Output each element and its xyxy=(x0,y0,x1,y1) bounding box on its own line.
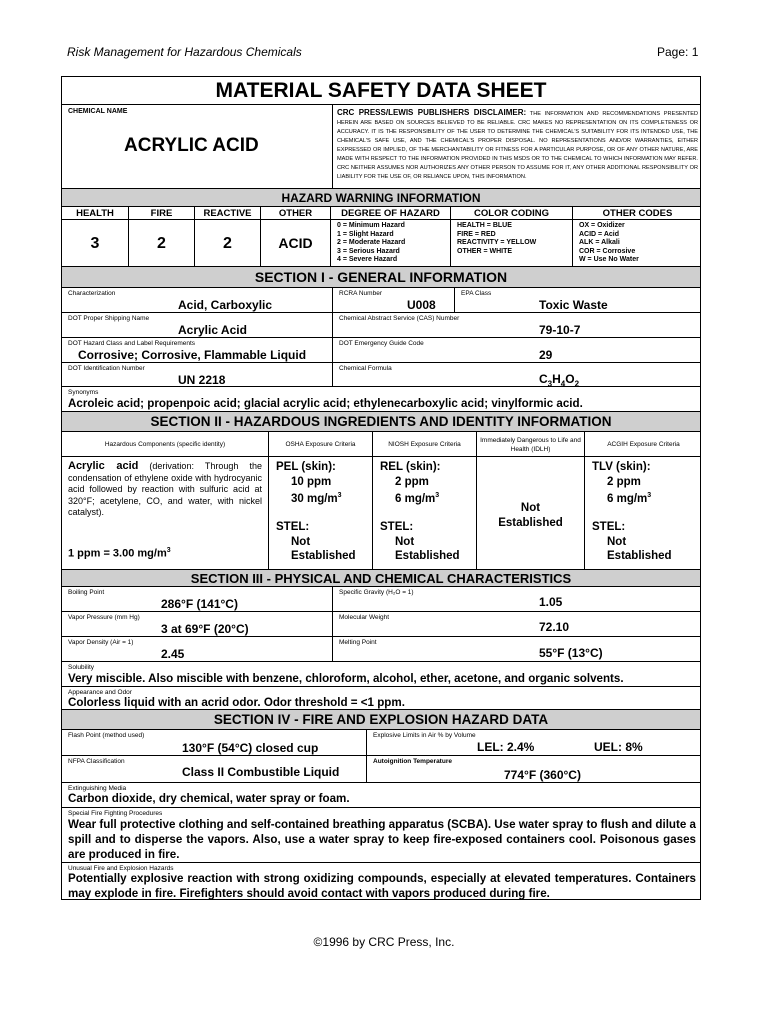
code-item: ALK = Alkali xyxy=(579,239,620,247)
running-header-title: Risk Management for Hazardous Chemicals xyxy=(67,45,302,59)
epa-class-label: EPA Class xyxy=(461,290,492,297)
pel-mg-sup: 3 xyxy=(337,492,342,499)
tlv-stel-established: Established xyxy=(607,550,672,563)
color-coding-header: COLOR CODING xyxy=(450,207,572,219)
epa-class-value: Toxic Waste xyxy=(539,298,608,312)
hazard-values-row xyxy=(62,220,700,267)
tlv-heading: TLV (skin): xyxy=(592,461,651,473)
component-derivation: (derivation: Through the condensation of ethylene oxide with hydrocyanic acid followed by reaction with sulfuric acid at 320°F; acetylene, CO, and water, with nickel catalyst). xyxy=(68,461,262,517)
osha-cell xyxy=(268,457,372,569)
formula-value xyxy=(539,372,579,386)
flash-point-value: 130°F (54°C) closed cup xyxy=(182,741,319,755)
nfpa-value: Class II Combustible Liquid xyxy=(182,765,340,779)
cas-number-cell xyxy=(332,313,701,337)
other-codes-list xyxy=(572,220,701,266)
appearance-value: Colorless liquid with an acrid odor. Odor threshold = <1 ppm. xyxy=(68,696,405,709)
degree-item: 4 = Severe Hazard xyxy=(337,256,398,264)
solubility-label: Solubility xyxy=(68,664,95,671)
chemical-row xyxy=(62,105,700,189)
s1-row-2 xyxy=(62,313,700,338)
boiling-point-value: 286°F (141°C) xyxy=(161,597,238,611)
degree-item: 1 = Slight Hazard xyxy=(337,230,394,238)
s2-header-row xyxy=(62,432,700,457)
specific-gravity-value: 1.05 xyxy=(539,595,563,609)
appearance-label: Appearance and Odor xyxy=(68,689,132,696)
ppm-conversion xyxy=(68,547,171,560)
idlh-established: Established xyxy=(498,517,563,529)
page-number: Page: 1 xyxy=(657,45,699,59)
section-2-band: SECTION II - HAZARDOUS INGREDIENTS AND IDENTITY INFORMATION xyxy=(62,412,700,432)
autoignition-value: 774°F (360°C) xyxy=(504,768,581,782)
s4-row-1 xyxy=(62,730,700,756)
formula-sub-3: 3 xyxy=(547,379,553,386)
molecular-weight-cell xyxy=(332,612,701,636)
s2-data-row xyxy=(62,457,700,570)
rel-stel: STEL: xyxy=(380,521,414,534)
formula-c: C xyxy=(539,372,548,386)
nfpa-label: NFPA Classification xyxy=(68,758,125,765)
tlv-mg xyxy=(592,489,701,506)
molecular-weight-label: Molecular Weight xyxy=(339,614,390,621)
characterization-value: Acid, Carboxylic xyxy=(178,298,273,312)
guide-code-value: 29 xyxy=(539,348,553,362)
melting-point-value: 55°F (13°C) xyxy=(539,646,603,660)
color-item: REACTIVITY = YELLOW xyxy=(457,239,537,247)
extinguishing-value: Carbon dioxide, dry chemical, water spray or foam. xyxy=(68,792,350,805)
degree-item: 2 = Moderate Hazard xyxy=(337,239,406,247)
tlv-stel: STEL: xyxy=(592,521,626,534)
characterization-cell xyxy=(62,288,332,312)
niosh-header: NIOSH Exposure Criteria xyxy=(372,432,476,456)
degree-header: DEGREE OF HAZARD xyxy=(330,207,450,219)
rel-stel-not: Not xyxy=(395,535,415,548)
shipping-name-value: Acrylic Acid xyxy=(178,323,247,337)
formula-sub-4: 4 xyxy=(560,379,566,386)
cas-number-value: 79-10-7 xyxy=(539,323,581,337)
hazard-class-value: Corrosive; Corrosive, Flammable Liquid xyxy=(78,348,307,362)
code-item: ACID = Acid xyxy=(579,230,619,238)
boiling-point-label: Boiling Point xyxy=(68,589,105,596)
melting-point-cell xyxy=(332,637,701,661)
explosive-limits-cell xyxy=(366,730,701,755)
components-header: Hazardous Components (specific identity) xyxy=(104,441,226,448)
flash-point-cell xyxy=(62,730,366,755)
rel-ppm: 2 ppm xyxy=(395,475,429,488)
solubility-row xyxy=(62,662,700,687)
characterization-label: Characterization xyxy=(68,290,116,297)
color-item: HEALTH = BLUE xyxy=(457,222,512,229)
hazard-class-label: DOT Hazard Class and Label Requirements xyxy=(68,340,196,347)
lel-value: LEL: 2.4% xyxy=(477,740,535,754)
cas-number-label: Chemical Abstract Service (CAS) Number xyxy=(339,315,460,322)
idlh-cell xyxy=(476,457,584,569)
title-row xyxy=(62,77,700,105)
pel-stel-not: Not xyxy=(291,535,311,548)
synonyms-value: Acroleic acid; propenpoic acid; glacial acrylic acid; ethylenecarboxylic acid; vinylformic acid. xyxy=(68,397,583,410)
special-procedures-row xyxy=(62,808,700,863)
code-item: COR = Corrosive xyxy=(579,247,636,255)
osha-header: OSHA Exposure Criteria xyxy=(268,432,372,456)
hazard-class-cell xyxy=(62,338,332,362)
vapor-pressure-label: Vapor Pressure (mm Hg) xyxy=(68,614,140,621)
nfpa-cell xyxy=(62,756,366,782)
boiling-point-cell xyxy=(62,587,332,611)
acgih-header: ACGIH Exposure Criteria xyxy=(584,432,701,456)
chemical-name: ACRYLIC ACID xyxy=(124,135,259,156)
guide-code-label: DOT Emergency Guide Code xyxy=(339,340,424,347)
rel-stel-established: Established xyxy=(395,550,460,563)
vapor-pressure-value: 3 at 69°F (20°C) xyxy=(161,622,249,636)
rel-heading: REL (skin): xyxy=(380,461,441,473)
s4-row-2 xyxy=(62,756,700,783)
synonyms-row xyxy=(62,387,700,412)
idlh-header: Immediately Dangerous to Life and Health (IDLH) xyxy=(476,432,584,456)
s3-row-3 xyxy=(62,637,700,662)
section-1-band: SECTION I - GENERAL INFORMATION xyxy=(62,267,700,288)
guide-code-cell xyxy=(332,338,701,362)
fire-rating: 2 xyxy=(128,220,194,266)
code-item: OX = Oxidizer xyxy=(579,222,625,229)
molecular-weight-value: 72.10 xyxy=(539,620,570,634)
tlv-mg-text: 6 mg/m xyxy=(607,492,648,505)
appearance-row xyxy=(62,687,700,710)
explosive-limits-label: Explosive Limits in Air % by Volume xyxy=(373,732,476,739)
pel-ppm: 10 ppm xyxy=(291,475,332,488)
s1-row-1 xyxy=(62,288,700,313)
autoignition-cell xyxy=(366,756,701,782)
epa-class-cell xyxy=(454,288,701,312)
vapor-density-label: Vapor Density (Air = 1) xyxy=(68,639,134,646)
reactive-rating: 2 xyxy=(194,220,260,266)
id-number-cell xyxy=(62,363,332,386)
s1-row-4 xyxy=(62,363,700,387)
synonyms-label: Synonyms xyxy=(68,389,99,396)
niosh-cell xyxy=(372,457,476,569)
vapor-density-value: 2.45 xyxy=(161,647,185,661)
hazard-warning-band: HAZARD WARNING INFORMATION xyxy=(62,189,700,207)
shipping-name-cell xyxy=(62,313,332,337)
pel-mg-text: 30 mg/m xyxy=(291,492,338,505)
special-procedures-label: Special Fire Fighting Procedures xyxy=(68,810,163,817)
acgih-cell xyxy=(584,457,701,569)
formula-cell xyxy=(332,363,701,386)
formula-h: H xyxy=(552,372,561,386)
component-name: Acrylic acid xyxy=(68,460,139,472)
other-codes-header: OTHER CODES xyxy=(572,207,701,219)
health-rating: 3 xyxy=(90,235,100,252)
rel-mg-text: 6 mg/m xyxy=(395,492,436,505)
pel-heading: PEL (skin): xyxy=(276,461,336,473)
component-cell xyxy=(62,457,268,569)
formula-o: O xyxy=(565,372,575,386)
melting-point-label: Melting Point xyxy=(339,639,377,646)
color-item: OTHER = WHITE xyxy=(457,247,513,255)
health-header: HEALTH xyxy=(76,208,114,219)
disclaimer-cell xyxy=(332,105,701,188)
vapor-pressure-cell xyxy=(62,612,332,636)
idlh-not: Not xyxy=(520,502,541,514)
unusual-hazards-label: Unusual Fire and Explosion Hazards xyxy=(68,865,174,872)
tlv-ppm: 2 ppm xyxy=(607,475,641,488)
degree-item: 3 = Serious Hazard xyxy=(337,247,400,255)
fire-header: FIRE xyxy=(128,207,194,219)
tlv-mg-sup: 3 xyxy=(647,492,652,499)
copyright-footer: ©1996 by CRC Press, Inc. xyxy=(313,935,455,949)
unusual-hazards-row xyxy=(62,863,700,900)
pel-stel: STEL: xyxy=(276,521,310,534)
flash-point-label: Flash Point (method used) xyxy=(68,732,145,739)
other-header: OTHER xyxy=(260,207,330,219)
id-number-value: UN 2218 xyxy=(178,373,226,386)
chemical-name-cell xyxy=(62,105,332,188)
ppm-text: 1 ppm = 3.00 mg/m xyxy=(68,547,167,560)
rcra-label: RCRA Number xyxy=(339,290,382,297)
msds-sheet xyxy=(61,76,701,900)
rcra-value: U008 xyxy=(407,298,436,312)
specific-gravity-label: Specific Gravity (H₂O = 1) xyxy=(339,589,414,596)
s3-row-2 xyxy=(62,612,700,637)
shipping-name-label: DOT Proper Shipping Name xyxy=(68,315,150,322)
pel-mg xyxy=(276,489,372,506)
chemical-name-label: CHEMICAL NAME xyxy=(68,108,128,115)
ppm-sup: 3 xyxy=(166,547,171,554)
section-3-band: SECTION III - PHYSICAL AND CHEMICAL CHARACTERISTICS xyxy=(62,570,700,587)
uel-value: UEL: 8% xyxy=(594,740,643,754)
extinguishing-row xyxy=(62,783,700,808)
solubility-value: Very miscible. Also miscible with benzene, chloroform, alcohol, ether, acetone, and organic solvents. xyxy=(68,672,624,685)
unusual-hazards-value: Potentially explosive reaction with strong oxidizing compounds, especially at elevated temperatures. Containers may explode in fire. Firefighters should avoid contact with vapors produced during fire. xyxy=(68,872,696,900)
degree-item: 0 = Minimum Hazard xyxy=(337,222,405,229)
color-coding-list xyxy=(450,220,572,266)
s3-row-1 xyxy=(62,587,700,612)
id-number-label: DOT Identification Number xyxy=(68,365,145,372)
other-rating: ACID xyxy=(260,220,330,266)
formula-sub-2: 2 xyxy=(574,379,580,386)
section-4-band: SECTION IV - FIRE AND EXPLOSION HAZARD DATA xyxy=(62,710,700,730)
vapor-density-cell xyxy=(62,637,332,661)
hazard-header-row xyxy=(62,207,700,220)
reactive-header: REACTIVE xyxy=(194,207,260,219)
special-procedures-value: Wear full protective clothing and self-contained breathing apparatus (SCBA). Use water spray to flush and dilute a spill and to disperse the vapors. Also, use a water spray to keep fire-exposed containers cool. Poisonous gases are produced in fire. xyxy=(68,818,696,861)
degree-of-hazard-list xyxy=(330,220,450,266)
autoignition-label: Autoignition Temperature xyxy=(373,758,452,765)
color-item: FIRE = RED xyxy=(457,230,496,238)
rel-mg xyxy=(380,489,476,506)
code-item: W = Use No Water xyxy=(579,256,639,264)
disclaimer-heading: CRC PRESS/LEWIS PUBLISHERS DISCLAIMER: xyxy=(337,108,527,117)
sheet-title: MATERIAL SAFETY DATA SHEET xyxy=(215,79,547,102)
tlv-stel-not: Not xyxy=(607,535,627,548)
specific-gravity-cell xyxy=(332,587,701,611)
pel-stel-established: Established xyxy=(291,550,356,563)
extinguishing-label: Extinguishing Media xyxy=(68,785,127,792)
rcra-cell xyxy=(332,288,454,312)
component-description xyxy=(68,461,262,519)
s1-row-3 xyxy=(62,338,700,363)
rel-mg-sup: 3 xyxy=(435,492,440,499)
disclaimer-text: THE INFORMATION AND RECOMMENDATIONS PRESENTED HEREIN ARE BASED ON SOURCES BELIEVED TO BE RELIABLE. CRC MAKES NO REPRESENTATION ON ITS COMPLETENESS OR ACCURACY. IT IS THE RESPONSIBILITY OF THE USER TO DETERMINE THE CHEMICAL'S SUITABILITY FOR ITS INTENDED USE, THE CHEMICAL'S SAFE USE, AND THE CHEMICAL'S PROPER DISPOSAL. NO REPRESENTATIONS AND/OR WARRANTIES, EITHER EXPRESSED OR IMPLIED, OF THE MERCHANTABILITY OR FITNESS FOR A PARTICULAR PURPOSE, OR OF ANY OTHER NATURE, ARE MADE WITH RESPECT TO THE INFORMATION PROVIDED IN THIS MSDS OR TO THE CHEMICAL TO WHICH INFORMATION MAY REFER. CRC NEITHER ASSUMES NOR AUTHORIZES ANY OTHER PERSON TO ASSUME FOR IT, ANY OTHER ADDITIONAL RESPONSIBILITY OR LIABILITY FOR THE USE OF, OR RELIANCE UPON, THIS INFORMATION. xyxy=(337,111,698,180)
formula-label: Chemical Formula xyxy=(339,365,392,372)
